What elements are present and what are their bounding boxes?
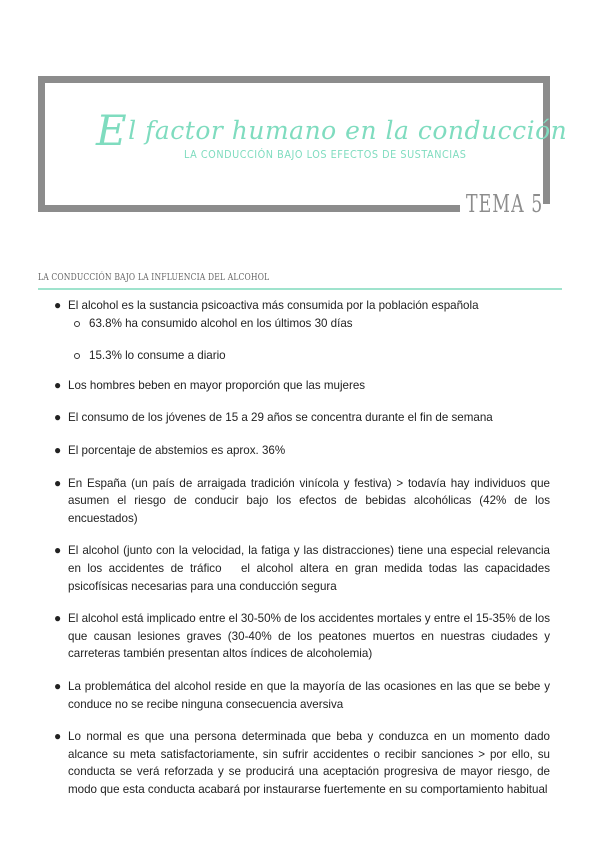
main-title-rest: l factor humano en la conducción [128,116,568,145]
list-item [38,678,550,713]
hollow-bullet-icon [74,353,80,359]
list-item-text: El alcohol está implicado entre el 30-50% de los accidentes mortales y entre el 15-35% de los que causan lesiones graves (30-40% de los peatones muertos en nuestras ciudades y carreteras también presentan altos índices de alcoholemia) [68,612,550,661]
list-item [38,409,550,427]
list-item [38,377,550,395]
list-item-text: Los hombres beben en mayor proporción que las mujeres [68,378,366,392]
bullet-list [38,297,554,798]
subtitle: LA CONDUCCIÓN BAJO LOS EFECTOS DE SUSTANCIAS [184,148,467,161]
tema-label: TEMA 5 [466,190,544,218]
list-item [38,442,550,460]
bullet-icon: ● [54,298,62,312]
list-item-text: El consumo de los jóvenes de 15 a 29 años se concentra durante el fin de semana [68,411,493,425]
sub-list-item [68,347,550,365]
bullet-icon: ● [54,543,62,558]
main-title-initial: E [96,106,128,155]
sub-list-item [68,315,550,333]
section-divider [38,288,562,290]
bullet-icon: ● [54,377,62,392]
list-item [38,610,550,663]
sub-bullet-list [68,315,550,365]
list-item-text: El porcentaje de abstemios es aprox. 36% [68,443,286,457]
hollow-bullet-icon [74,321,80,327]
list-item-text: En España (un país de arraigada tradición vinícola y festiva) > todavía hay individuos que asumen el riesgo de conducir bajo los efectos de bebidas alcohólicas (42% de los encuestados) [68,476,550,525]
bullet-icon: ● [54,678,62,693]
section-heading: LA CONDUCCIÓN BAJO LA INFLUENCIA DEL ALCOHOL [38,272,270,283]
sub-list-item-text: 63.8% ha consumido alcohol en los últimos 30 días [89,316,353,330]
list-item [38,475,550,528]
list-item-text: El alcohol (junto con la velocidad, la fatiga y las distracciones) tiene una especial relevancia en los accidentes de tráfico el alcohol altera en gran medida todas las capacidades psicofísicas necesarias para una conducción segura [68,544,554,593]
list-item [38,297,550,365]
bullet-icon: ● [54,475,62,490]
bullet-icon: ● [54,442,62,457]
sub-list-item-text: 15.3% lo consume a diario [89,349,226,363]
list-item [38,728,550,798]
bullet-icon: ● [54,410,62,425]
bullet-icon: ● [54,611,62,626]
list-item [38,542,554,595]
bullet-icon: ● [54,729,62,744]
content-body [38,297,554,813]
list-item-text: La problemática del alcohol reside en que la mayoría de las ocasiones en las que se bebe y conduce no se recibe ninguna consecuencia aversiva [68,679,550,711]
list-item-text: Lo normal es que una persona determinada que beba y conduzca en un momento dado alcance su meta satisfactoriamente, sin sufrir accidentes o recibir sanciones > por ello, su conducta se verá reforzada y se producirá una aceptación progresiva de mayor riesgo, de modo que esta conducta acabará por instaurarse fuertemente en su comportamiento habitual [68,730,550,796]
list-item-text: El alcohol es la sustancia psicoactiva más consumida por la población española [68,299,479,312]
